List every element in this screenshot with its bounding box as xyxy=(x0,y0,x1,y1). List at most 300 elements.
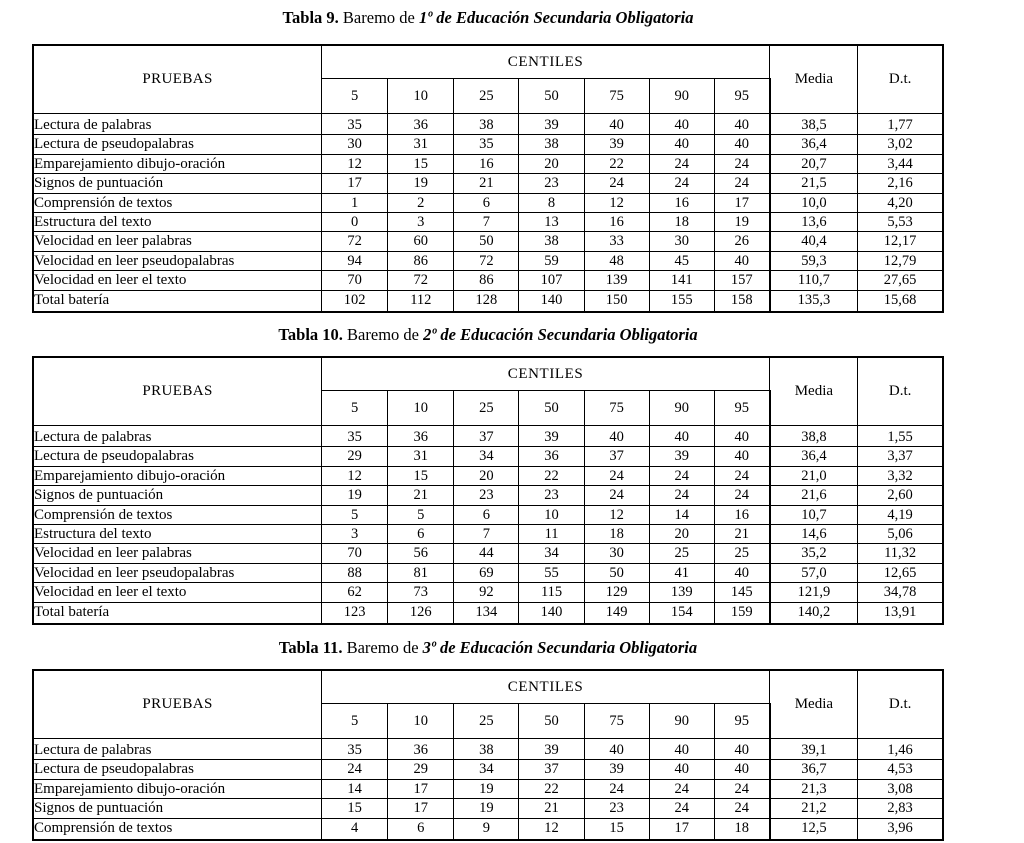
column-header-c90: 90 xyxy=(649,704,714,739)
table-row xyxy=(33,290,943,312)
cell-media: 10,0 xyxy=(770,193,858,212)
table-head xyxy=(33,45,943,114)
cell-95: 40 xyxy=(714,447,769,466)
cell-5: 30 xyxy=(322,135,388,154)
cell-50: 23 xyxy=(519,174,584,193)
cell-95: 16 xyxy=(714,505,769,524)
table-row xyxy=(33,563,943,582)
cell-media: 35,2 xyxy=(770,544,858,563)
row-label: Total batería xyxy=(33,602,322,624)
cell-10: 36 xyxy=(388,739,454,760)
cell-5: 4 xyxy=(322,818,388,840)
cell-95: 24 xyxy=(714,466,769,485)
cell-75: 16 xyxy=(584,213,649,232)
cell-50: 21 xyxy=(519,799,584,818)
column-header-c5: 5 xyxy=(322,79,388,114)
baremo-table-9 xyxy=(32,44,944,313)
cell-media: 10,7 xyxy=(770,505,858,524)
cell-90: 45 xyxy=(649,251,714,270)
cell-90: 14 xyxy=(649,505,714,524)
cell-10: 31 xyxy=(388,447,454,466)
row-label: Velocidad en leer pseudopalabras xyxy=(33,563,322,582)
cell-90: 17 xyxy=(649,818,714,840)
column-header-c75: 75 xyxy=(584,704,649,739)
cell-95: 24 xyxy=(714,486,769,505)
cell-75: 24 xyxy=(584,174,649,193)
row-label: Total batería xyxy=(33,290,322,312)
row-label: Signos de puntuación xyxy=(33,799,322,818)
cell-90: 41 xyxy=(649,563,714,582)
row-label: Lectura de palabras xyxy=(33,426,322,447)
table-row xyxy=(33,193,943,212)
cell-25: 19 xyxy=(454,799,519,818)
cell-media: 121,9 xyxy=(770,583,858,602)
cell-50: 140 xyxy=(519,290,584,312)
cell-90: 40 xyxy=(649,114,714,135)
cell-media: 40,4 xyxy=(770,232,858,251)
cell-dt: 27,65 xyxy=(858,271,943,290)
cell-10: 15 xyxy=(388,154,454,173)
row-label: Lectura de palabras xyxy=(33,114,322,135)
cell-75: 50 xyxy=(584,563,649,582)
cell-dt: 2,60 xyxy=(858,486,943,505)
cell-95: 24 xyxy=(714,174,769,193)
cell-50: 39 xyxy=(519,114,584,135)
cell-dt: 1,55 xyxy=(858,426,943,447)
table-head xyxy=(33,357,943,426)
cell-50: 20 xyxy=(519,154,584,173)
cell-25: 72 xyxy=(454,251,519,270)
table-row xyxy=(33,271,943,290)
row-label: Signos de puntuación xyxy=(33,174,322,193)
table-row xyxy=(33,739,943,760)
cell-5: 72 xyxy=(322,232,388,251)
cell-50: 59 xyxy=(519,251,584,270)
cell-5: 14 xyxy=(322,779,388,798)
cell-95: 158 xyxy=(714,290,769,312)
cell-10: 19 xyxy=(388,174,454,193)
row-label: Signos de puntuación xyxy=(33,486,322,505)
cell-5: 35 xyxy=(322,114,388,135)
cell-90: 30 xyxy=(649,232,714,251)
cell-10: 6 xyxy=(388,525,454,544)
cell-media: 21,6 xyxy=(770,486,858,505)
cell-75: 18 xyxy=(584,525,649,544)
cell-90: 139 xyxy=(649,583,714,602)
cell-95: 19 xyxy=(714,213,769,232)
column-header-c25: 25 xyxy=(454,391,519,426)
table-body xyxy=(33,426,943,625)
cell-90: 24 xyxy=(649,154,714,173)
cell-5: 1 xyxy=(322,193,388,212)
cell-dt: 4,20 xyxy=(858,193,943,212)
row-label: Comprensión de textos xyxy=(33,818,322,840)
column-header-c50: 50 xyxy=(519,391,584,426)
cell-10: 72 xyxy=(388,271,454,290)
cell-10: 6 xyxy=(388,818,454,840)
cell-10: 60 xyxy=(388,232,454,251)
cell-10: 15 xyxy=(388,466,454,485)
caption-middle: Baremo de xyxy=(342,325,424,344)
cell-5: 35 xyxy=(322,739,388,760)
cell-50: 22 xyxy=(519,779,584,798)
cell-10: 5 xyxy=(388,505,454,524)
cell-dt: 15,68 xyxy=(858,290,943,312)
cell-95: 21 xyxy=(714,525,769,544)
cell-5: 94 xyxy=(322,251,388,270)
cell-dt: 1,77 xyxy=(858,114,943,135)
cell-5: 35 xyxy=(322,426,388,447)
cell-media: 110,7 xyxy=(770,271,858,290)
cell-25: 16 xyxy=(454,154,519,173)
cell-dt: 2,83 xyxy=(858,799,943,818)
cell-95: 40 xyxy=(714,563,769,582)
cell-5: 5 xyxy=(322,505,388,524)
cell-25: 92 xyxy=(454,583,519,602)
cell-10: 81 xyxy=(388,563,454,582)
cell-25: 69 xyxy=(454,563,519,582)
cell-75: 37 xyxy=(584,447,649,466)
column-header-c25: 25 xyxy=(454,704,519,739)
column-group-header-centiles: CENTILES xyxy=(322,670,770,704)
cell-95: 26 xyxy=(714,232,769,251)
row-label: Lectura de pseudopalabras xyxy=(33,135,322,154)
cell-media: 13,6 xyxy=(770,213,858,232)
cell-50: 39 xyxy=(519,739,584,760)
cell-75: 40 xyxy=(584,114,649,135)
cell-25: 6 xyxy=(454,505,519,524)
cell-50: 8 xyxy=(519,193,584,212)
cell-90: 18 xyxy=(649,213,714,232)
cell-10: 31 xyxy=(388,135,454,154)
cell-25: 7 xyxy=(454,525,519,544)
column-header-dt: D.t. xyxy=(858,357,943,426)
table-11-caption xyxy=(32,640,944,657)
cell-dt: 3,32 xyxy=(858,466,943,485)
caption-emphasis: 2º de Educación Secundaria Obligatoria xyxy=(423,325,698,344)
cell-dt: 3,96 xyxy=(858,818,943,840)
cell-75: 30 xyxy=(584,544,649,563)
cell-dt: 4,19 xyxy=(858,505,943,524)
column-header-pruebas: PRUEBAS xyxy=(33,45,322,114)
cell-90: 141 xyxy=(649,271,714,290)
cell-dt: 34,78 xyxy=(858,583,943,602)
row-label: Velocidad en leer palabras xyxy=(33,232,322,251)
row-label: Comprensión de textos xyxy=(33,193,322,212)
table-row xyxy=(33,760,943,779)
cell-5: 12 xyxy=(322,154,388,173)
cell-95: 17 xyxy=(714,193,769,212)
cell-media: 12,5 xyxy=(770,818,858,840)
cell-75: 48 xyxy=(584,251,649,270)
cell-90: 24 xyxy=(649,174,714,193)
column-header-c75: 75 xyxy=(584,79,649,114)
cell-95: 40 xyxy=(714,135,769,154)
column-header-c95: 95 xyxy=(714,704,769,739)
table-11-wrapper xyxy=(32,669,944,841)
table-row xyxy=(33,114,943,135)
cell-10: 73 xyxy=(388,583,454,602)
column-header-media: Media xyxy=(770,357,858,426)
cell-5: 15 xyxy=(322,799,388,818)
column-header-media: Media xyxy=(770,45,858,114)
cell-dt: 12,65 xyxy=(858,563,943,582)
cell-5: 70 xyxy=(322,271,388,290)
cell-10: 17 xyxy=(388,779,454,798)
cell-95: 24 xyxy=(714,154,769,173)
cell-5: 70 xyxy=(322,544,388,563)
header-row-top xyxy=(33,45,943,79)
cell-dt: 11,32 xyxy=(858,544,943,563)
cell-25: 134 xyxy=(454,602,519,624)
cell-50: 55 xyxy=(519,563,584,582)
table-row xyxy=(33,213,943,232)
cell-75: 40 xyxy=(584,739,649,760)
cell-25: 34 xyxy=(454,447,519,466)
table-row xyxy=(33,447,943,466)
cell-10: 36 xyxy=(388,114,454,135)
cell-75: 15 xyxy=(584,818,649,840)
cell-dt: 3,44 xyxy=(858,154,943,173)
row-label: Estructura del texto xyxy=(33,525,322,544)
table-body xyxy=(33,739,943,841)
row-label: Comprensión de textos xyxy=(33,505,322,524)
cell-25: 35 xyxy=(454,135,519,154)
table-9-caption xyxy=(32,10,944,27)
cell-dt: 2,16 xyxy=(858,174,943,193)
cell-95: 159 xyxy=(714,602,769,624)
cell-10: 29 xyxy=(388,760,454,779)
table-row xyxy=(33,232,943,251)
column-header-c10: 10 xyxy=(388,391,454,426)
cell-5: 88 xyxy=(322,563,388,582)
cell-50: 22 xyxy=(519,466,584,485)
cell-media: 59,3 xyxy=(770,251,858,270)
cell-5: 3 xyxy=(322,525,388,544)
header-row-top xyxy=(33,357,943,391)
cell-95: 157 xyxy=(714,271,769,290)
cell-5: 29 xyxy=(322,447,388,466)
cell-90: 40 xyxy=(649,135,714,154)
cell-95: 40 xyxy=(714,426,769,447)
cell-75: 150 xyxy=(584,290,649,312)
column-header-c50: 50 xyxy=(519,79,584,114)
column-group-header-centiles: CENTILES xyxy=(322,45,770,79)
table-11-section xyxy=(32,640,944,657)
cell-50: 140 xyxy=(519,602,584,624)
table-row xyxy=(33,779,943,798)
cell-5: 102 xyxy=(322,290,388,312)
cell-75: 24 xyxy=(584,779,649,798)
cell-10: 3 xyxy=(388,213,454,232)
cell-media: 20,7 xyxy=(770,154,858,173)
column-header-pruebas: PRUEBAS xyxy=(33,357,322,426)
cell-95: 145 xyxy=(714,583,769,602)
cell-25: 34 xyxy=(454,760,519,779)
cell-75: 149 xyxy=(584,602,649,624)
cell-media: 21,0 xyxy=(770,466,858,485)
column-header-c50: 50 xyxy=(519,704,584,739)
cell-50: 10 xyxy=(519,505,584,524)
cell-75: 129 xyxy=(584,583,649,602)
table-row xyxy=(33,135,943,154)
column-header-c25: 25 xyxy=(454,79,519,114)
cell-25: 50 xyxy=(454,232,519,251)
cell-5: 0 xyxy=(322,213,388,232)
cell-dt: 4,53 xyxy=(858,760,943,779)
cell-media: 36,4 xyxy=(770,135,858,154)
column-header-c90: 90 xyxy=(649,79,714,114)
cell-media: 135,3 xyxy=(770,290,858,312)
row-label: Emparejamiento dibujo-oración xyxy=(33,779,322,798)
table-10-section xyxy=(32,327,944,344)
cell-90: 40 xyxy=(649,426,714,447)
cell-10: 17 xyxy=(388,799,454,818)
table-row xyxy=(33,251,943,270)
row-label: Emparejamiento dibujo-oración xyxy=(33,154,322,173)
cell-25: 20 xyxy=(454,466,519,485)
cell-50: 11 xyxy=(519,525,584,544)
cell-95: 40 xyxy=(714,760,769,779)
cell-media: 36,7 xyxy=(770,760,858,779)
cell-75: 139 xyxy=(584,271,649,290)
cell-media: 21,3 xyxy=(770,779,858,798)
cell-5: 19 xyxy=(322,486,388,505)
cell-90: 24 xyxy=(649,799,714,818)
table-9-wrapper xyxy=(32,44,944,313)
caption-number: Tabla 11. xyxy=(278,638,343,657)
cell-5: 123 xyxy=(322,602,388,624)
cell-95: 40 xyxy=(714,251,769,270)
caption-middle: Baremo de xyxy=(338,8,419,27)
column-header-pruebas: PRUEBAS xyxy=(33,670,322,739)
baremo-table-10 xyxy=(32,356,944,625)
cell-75: 22 xyxy=(584,154,649,173)
cell-50: 38 xyxy=(519,232,584,251)
header-row-top xyxy=(33,670,943,704)
cell-10: 56 xyxy=(388,544,454,563)
cell-95: 24 xyxy=(714,799,769,818)
cell-75: 40 xyxy=(584,426,649,447)
cell-50: 38 xyxy=(519,135,584,154)
cell-dt: 3,02 xyxy=(858,135,943,154)
cell-50: 13 xyxy=(519,213,584,232)
cell-75: 39 xyxy=(584,760,649,779)
cell-50: 34 xyxy=(519,544,584,563)
cell-75: 12 xyxy=(584,193,649,212)
cell-10: 21 xyxy=(388,486,454,505)
column-header-dt: D.t. xyxy=(858,45,943,114)
cell-90: 39 xyxy=(649,447,714,466)
column-header-c5: 5 xyxy=(322,704,388,739)
row-label: Lectura de palabras xyxy=(33,739,322,760)
table-row xyxy=(33,525,943,544)
cell-95: 18 xyxy=(714,818,769,840)
table-row xyxy=(33,466,943,485)
row-label: Estructura del texto xyxy=(33,213,322,232)
cell-5: 24 xyxy=(322,760,388,779)
column-header-media: Media xyxy=(770,670,858,739)
cell-95: 25 xyxy=(714,544,769,563)
cell-25: 21 xyxy=(454,174,519,193)
row-label: Lectura de pseudopalabras xyxy=(33,760,322,779)
cell-10: 86 xyxy=(388,251,454,270)
cell-10: 36 xyxy=(388,426,454,447)
cell-dt: 5,53 xyxy=(858,213,943,232)
row-label: Velocidad en leer el texto xyxy=(33,583,322,602)
cell-10: 126 xyxy=(388,602,454,624)
cell-90: 40 xyxy=(649,760,714,779)
cell-90: 20 xyxy=(649,525,714,544)
cell-25: 23 xyxy=(454,486,519,505)
table-row xyxy=(33,583,943,602)
cell-50: 37 xyxy=(519,760,584,779)
table-9-section xyxy=(32,10,944,27)
column-header-c5: 5 xyxy=(322,391,388,426)
cell-90: 25 xyxy=(649,544,714,563)
cell-media: 21,5 xyxy=(770,174,858,193)
column-header-c75: 75 xyxy=(584,391,649,426)
cell-25: 9 xyxy=(454,818,519,840)
cell-media: 38,8 xyxy=(770,426,858,447)
cell-90: 24 xyxy=(649,466,714,485)
cell-95: 40 xyxy=(714,114,769,135)
column-header-c10: 10 xyxy=(388,704,454,739)
cell-25: 7 xyxy=(454,213,519,232)
table-body xyxy=(33,114,943,313)
cell-90: 16 xyxy=(649,193,714,212)
cell-25: 6 xyxy=(454,193,519,212)
table-row xyxy=(33,544,943,563)
cell-media: 14,6 xyxy=(770,525,858,544)
cell-media: 38,5 xyxy=(770,114,858,135)
column-header-dt: D.t. xyxy=(858,670,943,739)
caption-middle: Baremo de xyxy=(342,638,423,657)
cell-10: 2 xyxy=(388,193,454,212)
column-group-header-centiles: CENTILES xyxy=(322,357,770,391)
table-row xyxy=(33,818,943,840)
cell-25: 44 xyxy=(454,544,519,563)
cell-5: 12 xyxy=(322,466,388,485)
cell-90: 40 xyxy=(649,739,714,760)
cell-25: 37 xyxy=(454,426,519,447)
cell-25: 38 xyxy=(454,739,519,760)
cell-90: 155 xyxy=(649,290,714,312)
cell-media: 140,2 xyxy=(770,602,858,624)
cell-25: 19 xyxy=(454,779,519,798)
cell-media: 21,2 xyxy=(770,799,858,818)
cell-25: 86 xyxy=(454,271,519,290)
cell-dt: 12,79 xyxy=(858,251,943,270)
table-head xyxy=(33,670,943,739)
column-header-c95: 95 xyxy=(714,79,769,114)
row-label: Velocidad en leer pseudopalabras xyxy=(33,251,322,270)
cell-dt: 13,91 xyxy=(858,602,943,624)
cell-75: 33 xyxy=(584,232,649,251)
table-row xyxy=(33,426,943,447)
cell-50: 36 xyxy=(519,447,584,466)
row-label: Lectura de pseudopalabras xyxy=(33,447,322,466)
cell-dt: 3,37 xyxy=(858,447,943,466)
cell-90: 154 xyxy=(649,602,714,624)
cell-50: 115 xyxy=(519,583,584,602)
cell-90: 24 xyxy=(649,486,714,505)
cell-dt: 5,06 xyxy=(858,525,943,544)
cell-50: 39 xyxy=(519,426,584,447)
table-row xyxy=(33,486,943,505)
cell-25: 128 xyxy=(454,290,519,312)
cell-50: 12 xyxy=(519,818,584,840)
